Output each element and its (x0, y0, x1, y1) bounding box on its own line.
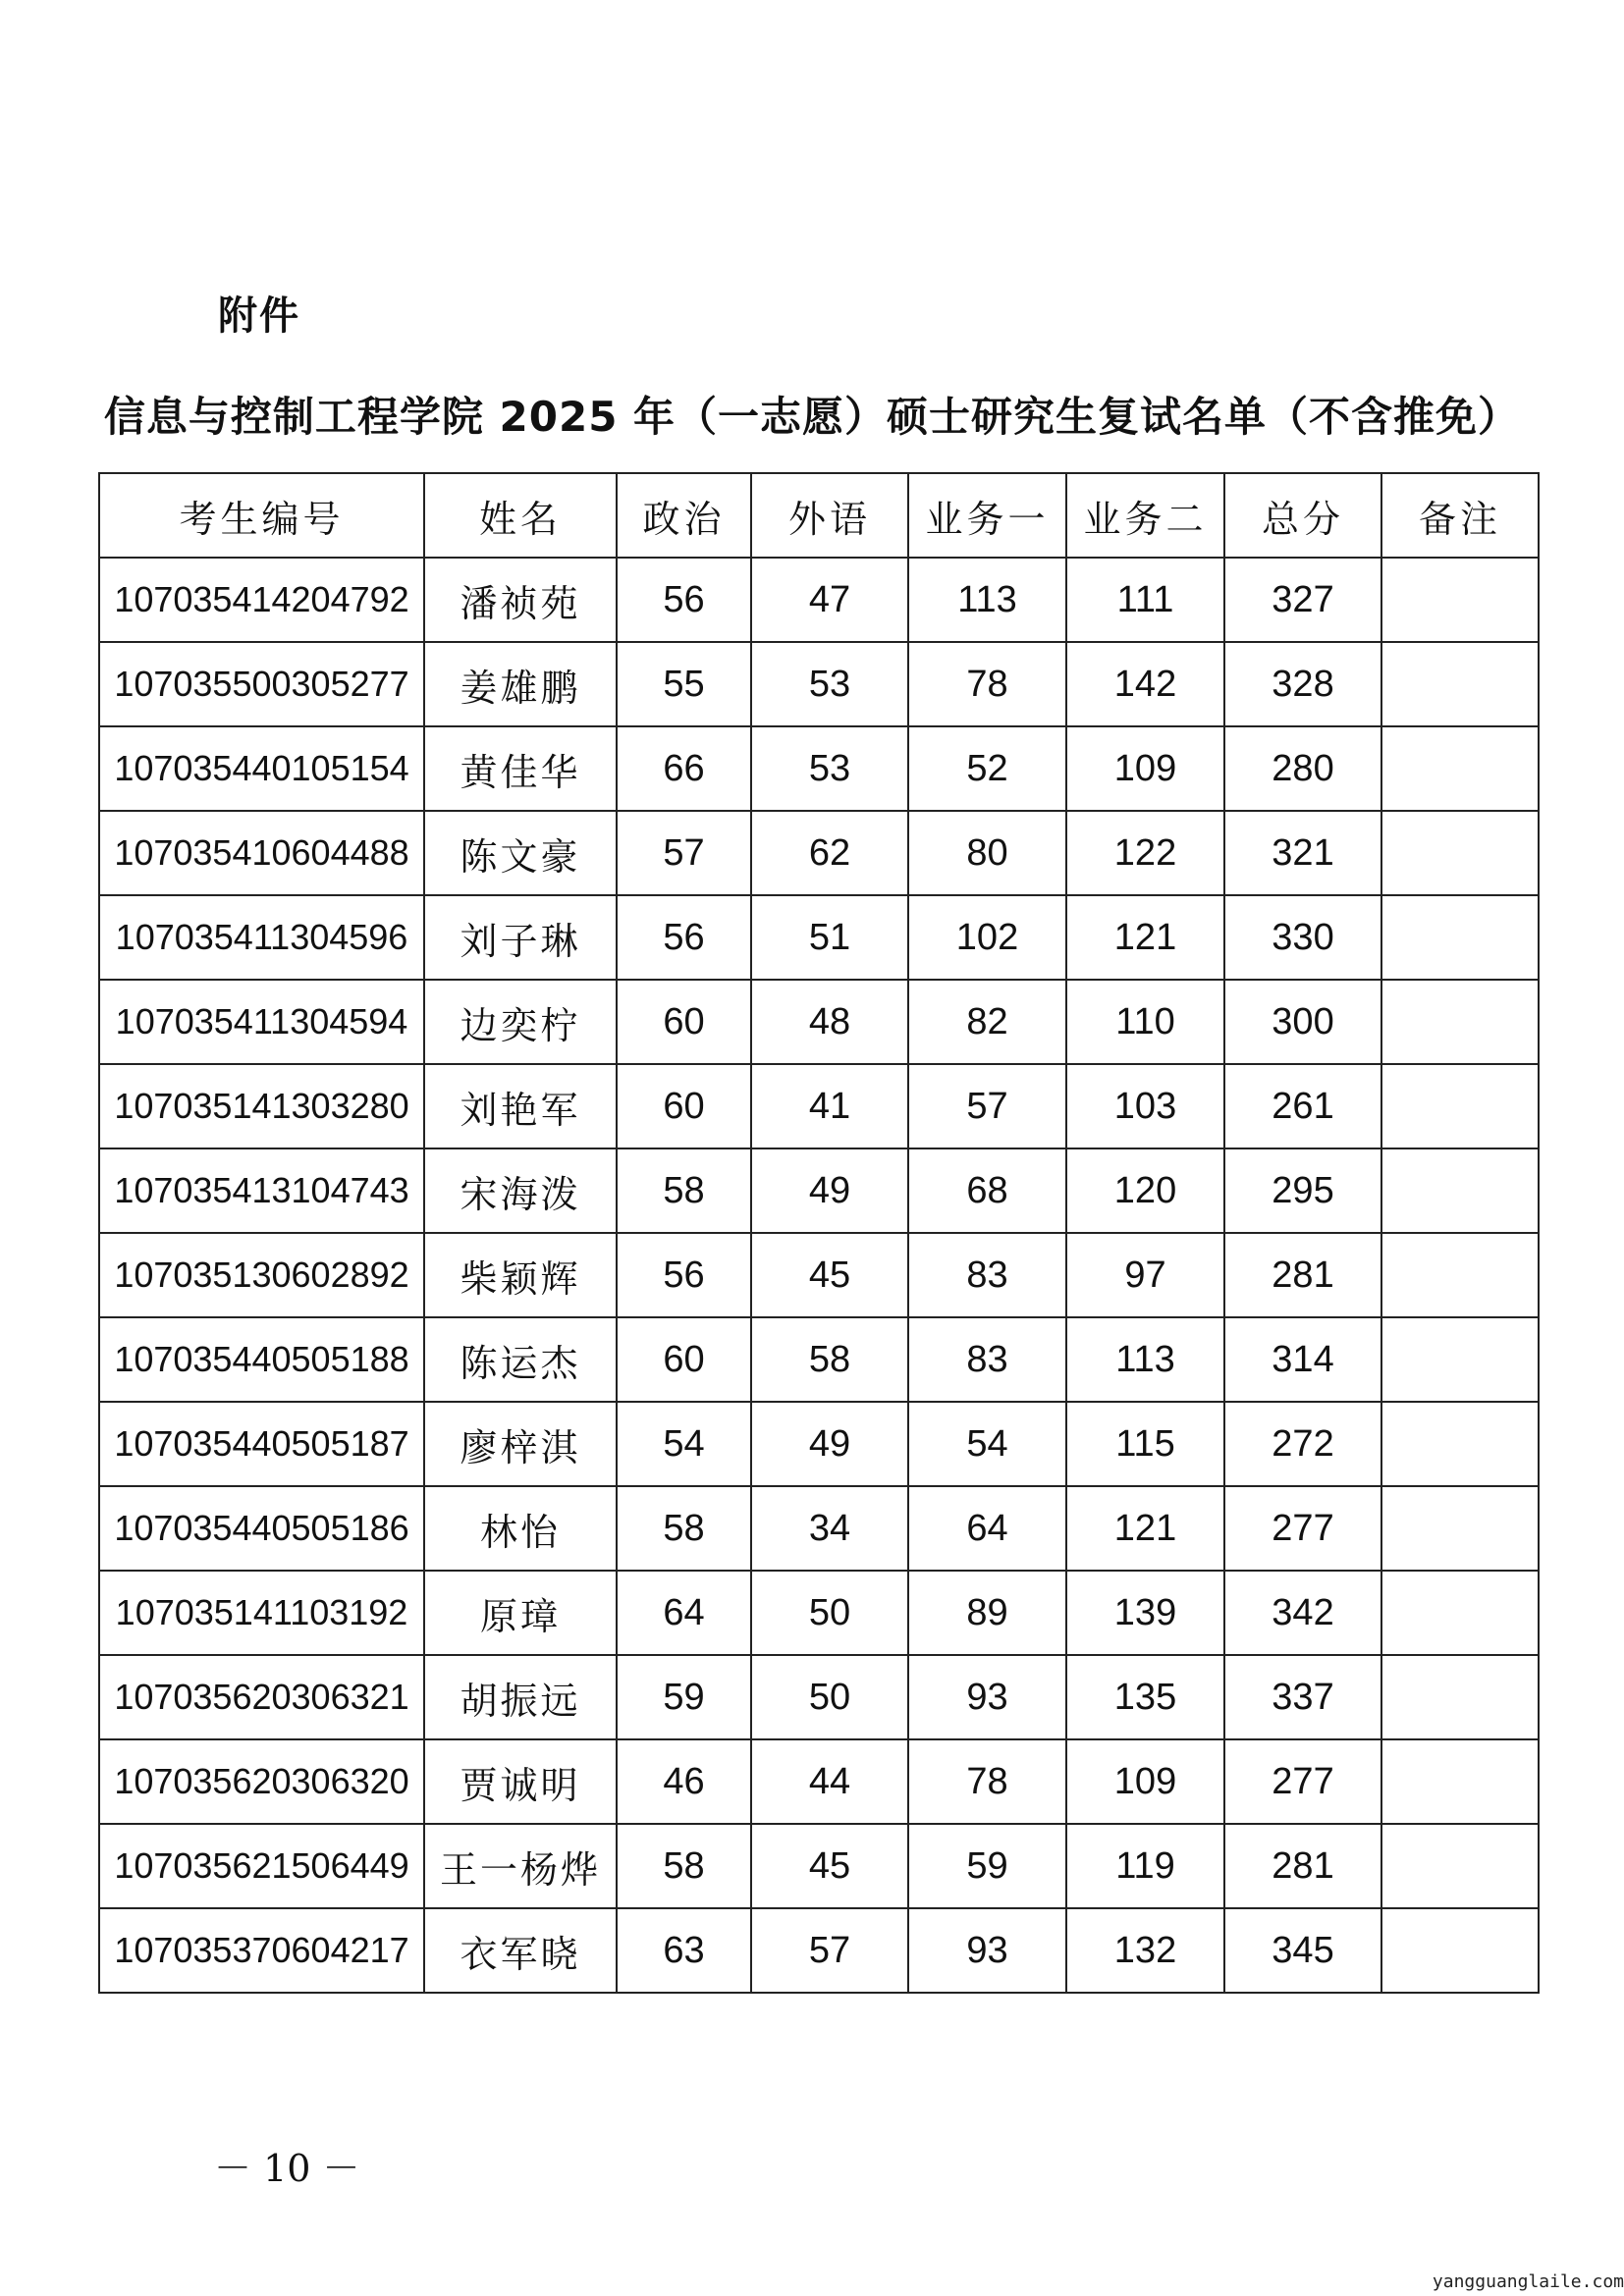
cell-note (1381, 558, 1539, 642)
cell-name: 林怡 (424, 1486, 617, 1571)
cell-note (1381, 642, 1539, 726)
cell-total: 261 (1224, 1064, 1381, 1148)
cell-total: 295 (1224, 1148, 1381, 1233)
cell-subject2: 121 (1066, 895, 1224, 980)
table-row (99, 1486, 1539, 1571)
cell-politics: 60 (617, 980, 751, 1064)
cell-name: 潘祯苑 (424, 558, 617, 642)
cell-note (1381, 1317, 1539, 1402)
cell-subject2: 113 (1066, 1317, 1224, 1402)
cell-language: 44 (751, 1739, 908, 1824)
cell-total: 272 (1224, 1402, 1381, 1486)
cell-language: 50 (751, 1571, 908, 1655)
cell-subject2: 139 (1066, 1571, 1224, 1655)
cell-name: 刘艳军 (424, 1064, 617, 1148)
cell-note (1381, 1655, 1539, 1739)
cell-total: 277 (1224, 1739, 1381, 1824)
document-title: 信息与控制工程学院 2025 年（一志愿）硕士研究生复试名单（不含推免） (103, 393, 1521, 441)
cell-subject1: 89 (908, 1571, 1066, 1655)
cell-candidate-id: 107035130602892 (99, 1233, 424, 1317)
cell-candidate-id: 107035141103192 (99, 1571, 424, 1655)
cell-subject2: 135 (1066, 1655, 1224, 1739)
cell-subject2: 115 (1066, 1402, 1224, 1486)
cell-subject2: 109 (1066, 1739, 1224, 1824)
cell-candidate-id: 107035440505187 (99, 1402, 424, 1486)
cell-language: 57 (751, 1908, 908, 1993)
column-header-language: 外语 (751, 473, 908, 558)
cell-note (1381, 1571, 1539, 1655)
cell-name: 黄佳华 (424, 726, 617, 811)
cell-subject1: 54 (908, 1402, 1066, 1486)
cell-name: 陈文豪 (424, 811, 617, 895)
cell-politics: 64 (617, 1571, 751, 1655)
cell-name: 柴颖辉 (424, 1233, 617, 1317)
table-row (99, 1233, 1539, 1317)
cell-subject1: 83 (908, 1317, 1066, 1402)
cell-note (1381, 895, 1539, 980)
cell-politics: 54 (617, 1402, 751, 1486)
table-row (99, 1402, 1539, 1486)
cell-name: 宋海泼 (424, 1148, 617, 1233)
cell-politics: 56 (617, 895, 751, 980)
cell-subject2: 121 (1066, 1486, 1224, 1571)
cell-language: 45 (751, 1824, 908, 1908)
cell-total: 342 (1224, 1571, 1381, 1655)
table-row (99, 558, 1539, 642)
cell-language: 50 (751, 1655, 908, 1739)
table-row (99, 980, 1539, 1064)
cell-subject1: 68 (908, 1148, 1066, 1233)
cell-subject1: 78 (908, 642, 1066, 726)
cell-language: 41 (751, 1064, 908, 1148)
table-row (99, 1824, 1539, 1908)
cell-politics: 63 (617, 1908, 751, 1993)
cell-name: 原璋 (424, 1571, 617, 1655)
cell-language: 49 (751, 1402, 908, 1486)
table-row (99, 1571, 1539, 1655)
cell-subject1: 52 (908, 726, 1066, 811)
cell-total: 281 (1224, 1233, 1381, 1317)
cell-note (1381, 1148, 1539, 1233)
cell-name: 胡振远 (424, 1655, 617, 1739)
cell-language: 48 (751, 980, 908, 1064)
cell-language: 58 (751, 1317, 908, 1402)
cell-subject1: 64 (908, 1486, 1066, 1571)
cell-politics: 58 (617, 1824, 751, 1908)
cell-total: 281 (1224, 1824, 1381, 1908)
cell-politics: 55 (617, 642, 751, 726)
cell-name: 廖梓淇 (424, 1402, 617, 1486)
cell-note (1381, 1233, 1539, 1317)
table-row (99, 1064, 1539, 1148)
table-row (99, 726, 1539, 811)
candidate-list-table (98, 472, 1540, 1994)
cell-total: 314 (1224, 1317, 1381, 1402)
cell-politics: 59 (617, 1655, 751, 1739)
cell-name: 边奕柠 (424, 980, 617, 1064)
cell-politics: 58 (617, 1148, 751, 1233)
cell-total: 328 (1224, 642, 1381, 726)
table-row (99, 811, 1539, 895)
watermark: yangguanglaile.com (1432, 2271, 1624, 2292)
column-header-id: 考生编号 (99, 473, 424, 558)
column-header-subject2: 业务二 (1066, 473, 1224, 558)
cell-candidate-id: 107035413104743 (99, 1148, 424, 1233)
page-number: － 10 － (214, 2147, 360, 2190)
cell-subject2: 119 (1066, 1824, 1224, 1908)
cell-name: 王一杨烨 (424, 1824, 617, 1908)
cell-politics: 57 (617, 811, 751, 895)
cell-politics: 60 (617, 1064, 751, 1148)
cell-candidate-id: 107035410604488 (99, 811, 424, 895)
cell-subject1: 78 (908, 1739, 1066, 1824)
cell-note (1381, 811, 1539, 895)
column-header-politics: 政治 (617, 473, 751, 558)
cell-politics: 46 (617, 1739, 751, 1824)
cell-name: 贾诚明 (424, 1739, 617, 1824)
cell-candidate-id: 107035141303280 (99, 1064, 424, 1148)
cell-candidate-id: 107035620306321 (99, 1655, 424, 1739)
column-header-total: 总分 (1224, 473, 1381, 558)
cell-politics: 56 (617, 558, 751, 642)
cell-subject1: 93 (908, 1655, 1066, 1739)
cell-language: 34 (751, 1486, 908, 1571)
cell-language: 62 (751, 811, 908, 895)
cell-total: 321 (1224, 811, 1381, 895)
column-header-subject1: 业务一 (908, 473, 1066, 558)
cell-politics: 60 (617, 1317, 751, 1402)
cell-note (1381, 726, 1539, 811)
cell-note (1381, 1908, 1539, 1993)
cell-subject2: 109 (1066, 726, 1224, 811)
cell-language: 51 (751, 895, 908, 980)
cell-language: 53 (751, 642, 908, 726)
cell-candidate-id: 107035411304594 (99, 980, 424, 1064)
cell-politics: 56 (617, 1233, 751, 1317)
cell-subject1: 83 (908, 1233, 1066, 1317)
cell-subject2: 110 (1066, 980, 1224, 1064)
cell-note (1381, 1064, 1539, 1148)
cell-subject2: 111 (1066, 558, 1224, 642)
cell-name: 姜雄鹏 (424, 642, 617, 726)
table-row (99, 895, 1539, 980)
cell-total: 330 (1224, 895, 1381, 980)
cell-subject1: 102 (908, 895, 1066, 980)
cell-language: 49 (751, 1148, 908, 1233)
cell-politics: 58 (617, 1486, 751, 1571)
table-row (99, 1908, 1539, 1993)
cell-name: 衣军晓 (424, 1908, 617, 1993)
table-row (99, 1148, 1539, 1233)
cell-note (1381, 1486, 1539, 1571)
cell-note (1381, 980, 1539, 1064)
cell-total: 280 (1224, 726, 1381, 811)
cell-candidate-id: 107035440505186 (99, 1486, 424, 1571)
cell-total: 327 (1224, 558, 1381, 642)
table-row (99, 1655, 1539, 1739)
cell-language: 45 (751, 1233, 908, 1317)
table-row (99, 1317, 1539, 1402)
cell-subject1: 93 (908, 1908, 1066, 1993)
cell-total: 337 (1224, 1655, 1381, 1739)
attachment-label: 附件 (218, 294, 300, 339)
cell-subject2: 97 (1066, 1233, 1224, 1317)
cell-candidate-id: 107035621506449 (99, 1824, 424, 1908)
table-row (99, 1739, 1539, 1824)
cell-total: 300 (1224, 980, 1381, 1064)
table-row (99, 642, 1539, 726)
column-header-note: 备注 (1381, 473, 1539, 558)
cell-subject2: 142 (1066, 642, 1224, 726)
cell-total: 345 (1224, 1908, 1381, 1993)
cell-subject2: 120 (1066, 1148, 1224, 1233)
cell-candidate-id: 107035370604217 (99, 1908, 424, 1993)
cell-candidate-id: 107035440105154 (99, 726, 424, 811)
table-header-row (99, 473, 1539, 558)
column-header-name: 姓名 (424, 473, 617, 558)
cell-subject1: 59 (908, 1824, 1066, 1908)
cell-subject2: 132 (1066, 1908, 1224, 1993)
cell-note (1381, 1402, 1539, 1486)
cell-note (1381, 1739, 1539, 1824)
cell-note (1381, 1824, 1539, 1908)
cell-name: 刘子琳 (424, 895, 617, 980)
cell-subject1: 80 (908, 811, 1066, 895)
table-body (99, 558, 1539, 1993)
cell-candidate-id: 107035411304596 (99, 895, 424, 980)
cell-subject2: 103 (1066, 1064, 1224, 1148)
cell-candidate-id: 107035414204792 (99, 558, 424, 642)
cell-subject1: 113 (908, 558, 1066, 642)
cell-total: 277 (1224, 1486, 1381, 1571)
cell-politics: 66 (617, 726, 751, 811)
cell-name: 陈运杰 (424, 1317, 617, 1402)
cell-candidate-id: 107035500305277 (99, 642, 424, 726)
cell-candidate-id: 107035440505188 (99, 1317, 424, 1402)
cell-language: 47 (751, 558, 908, 642)
cell-subject1: 82 (908, 980, 1066, 1064)
cell-candidate-id: 107035620306320 (99, 1739, 424, 1824)
cell-subject2: 122 (1066, 811, 1224, 895)
cell-subject1: 57 (908, 1064, 1066, 1148)
cell-language: 53 (751, 726, 908, 811)
